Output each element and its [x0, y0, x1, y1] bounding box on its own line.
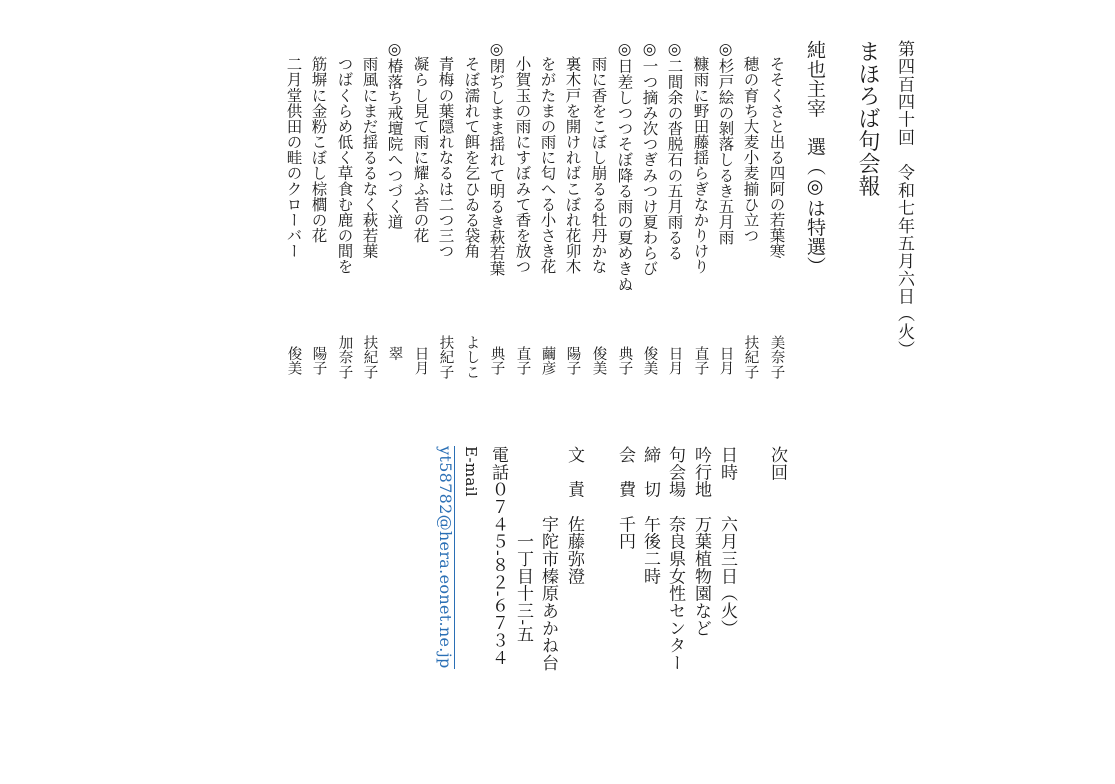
haiku-author: 俊美	[641, 346, 658, 376]
haiku-author: 直子	[514, 346, 531, 376]
issue-date: 第四百四十回 令和七年五月六日（火）	[894, 40, 914, 359]
haiku-text: 雨風にまだ揺るるなく萩若葉	[360, 56, 379, 259]
haiku-author: 陽子	[564, 346, 581, 376]
info-line-author: 文 責 佐藤弥澄	[564, 446, 584, 585]
haiku-author: 扶紀子	[742, 335, 759, 380]
info-line-email-label: E-mail	[462, 446, 480, 497]
haiku-author: 日月	[412, 346, 429, 376]
haiku-author: 繭彦	[539, 346, 556, 376]
info-line-date: 日時 六月三日（火）	[717, 446, 737, 637]
haiku-author: 俊美	[590, 346, 607, 376]
email-link[interactable]: yt58782@hera.eonet.ne.jp	[436, 446, 455, 669]
haiku-text: 小賀玉の雨にすぼみて香を放つ	[513, 56, 532, 275]
haiku-text: 青梅の葉隠れなるは二つ三つ	[436, 56, 455, 259]
haiku-text: 凝らし見て雨に耀ふ苔の花	[411, 56, 430, 243]
info-line-address-2: 一丁目十三-五	[513, 446, 533, 643]
haiku-text: ◎閉ぢしまま揺れて明るき萩若葉	[487, 40, 506, 277]
haiku-text: そぼ濡れて餌を乞ひゐる袋角	[462, 56, 481, 259]
haiku-author: よしこ	[463, 335, 480, 380]
haiku-text: ◎杉戸絵の剝落しるき五月雨	[716, 40, 735, 246]
haiku-text: ◎一つ摘み次つぎみつけ夏わらび	[640, 40, 659, 277]
haiku-text: 裏木戸を開ければこぼれ花卯木	[563, 56, 582, 275]
haiku-text: ◎二間余の沓脱石の五月雨るる	[665, 40, 684, 261]
info-line-address-1: 宇陀市榛原あかね台	[538, 446, 558, 672]
haiku-author: 直子	[692, 346, 709, 376]
info-line-venue: 句会場 奈良県女性センター	[665, 446, 685, 672]
haiku-author: 俊美	[285, 346, 302, 376]
info-line-fee: 会 費 千円	[615, 446, 635, 551]
haiku-text: つばくらめ低く草食む鹿の間を	[335, 56, 354, 275]
haiku-author: 典子	[616, 346, 633, 376]
haiku-text: そそくさと出る四阿の若葉寒	[767, 56, 786, 259]
haiku-author: 加奈子	[336, 335, 353, 380]
haiku-author: 扶紀子	[437, 335, 454, 380]
haiku-text: 雨に香をこぼし崩るる牡丹かな	[589, 56, 608, 275]
haiku-text: ◎日差しつつそぼ降る雨の夏めきぬ	[615, 40, 634, 292]
haiku-author: 日月	[717, 346, 734, 376]
haiku-text: 二月堂供田の畦のクローバー	[284, 56, 303, 259]
info-line-deadline: 締 切 午後二時	[640, 446, 660, 585]
haiku-text: 穂の育ち大麦小麦揃ひ立つ	[741, 56, 760, 243]
haiku-text: ◎椿落ち戒壇院へつづく道	[385, 40, 404, 230]
haiku-author: 扶紀子	[361, 335, 378, 380]
page-title: まほろば句会報	[855, 40, 880, 198]
info-line-location: 吟行地 万葉植物園など	[691, 446, 711, 637]
haiku-author: 陽子	[310, 346, 327, 376]
selector-heading: 純也主宰 選（◎は特選）	[804, 40, 826, 276]
haiku-author: 美奈子	[768, 335, 785, 380]
haiku-text: 筋塀に金粉こぼし棕櫚の花	[309, 56, 328, 243]
haiku-text: をがたまの雨に匂へる小さき花	[538, 56, 557, 275]
info-line-phone: 電話０７４５-８２-６７３４	[488, 446, 508, 667]
next-heading: 次回	[767, 446, 787, 481]
haiku-text: 糠雨に野田藤揺らぎなかりけり	[691, 56, 710, 275]
haiku-author: 日月	[666, 346, 683, 376]
haiku-author: 典子	[488, 346, 505, 376]
haiku-author: 翠	[386, 346, 403, 361]
